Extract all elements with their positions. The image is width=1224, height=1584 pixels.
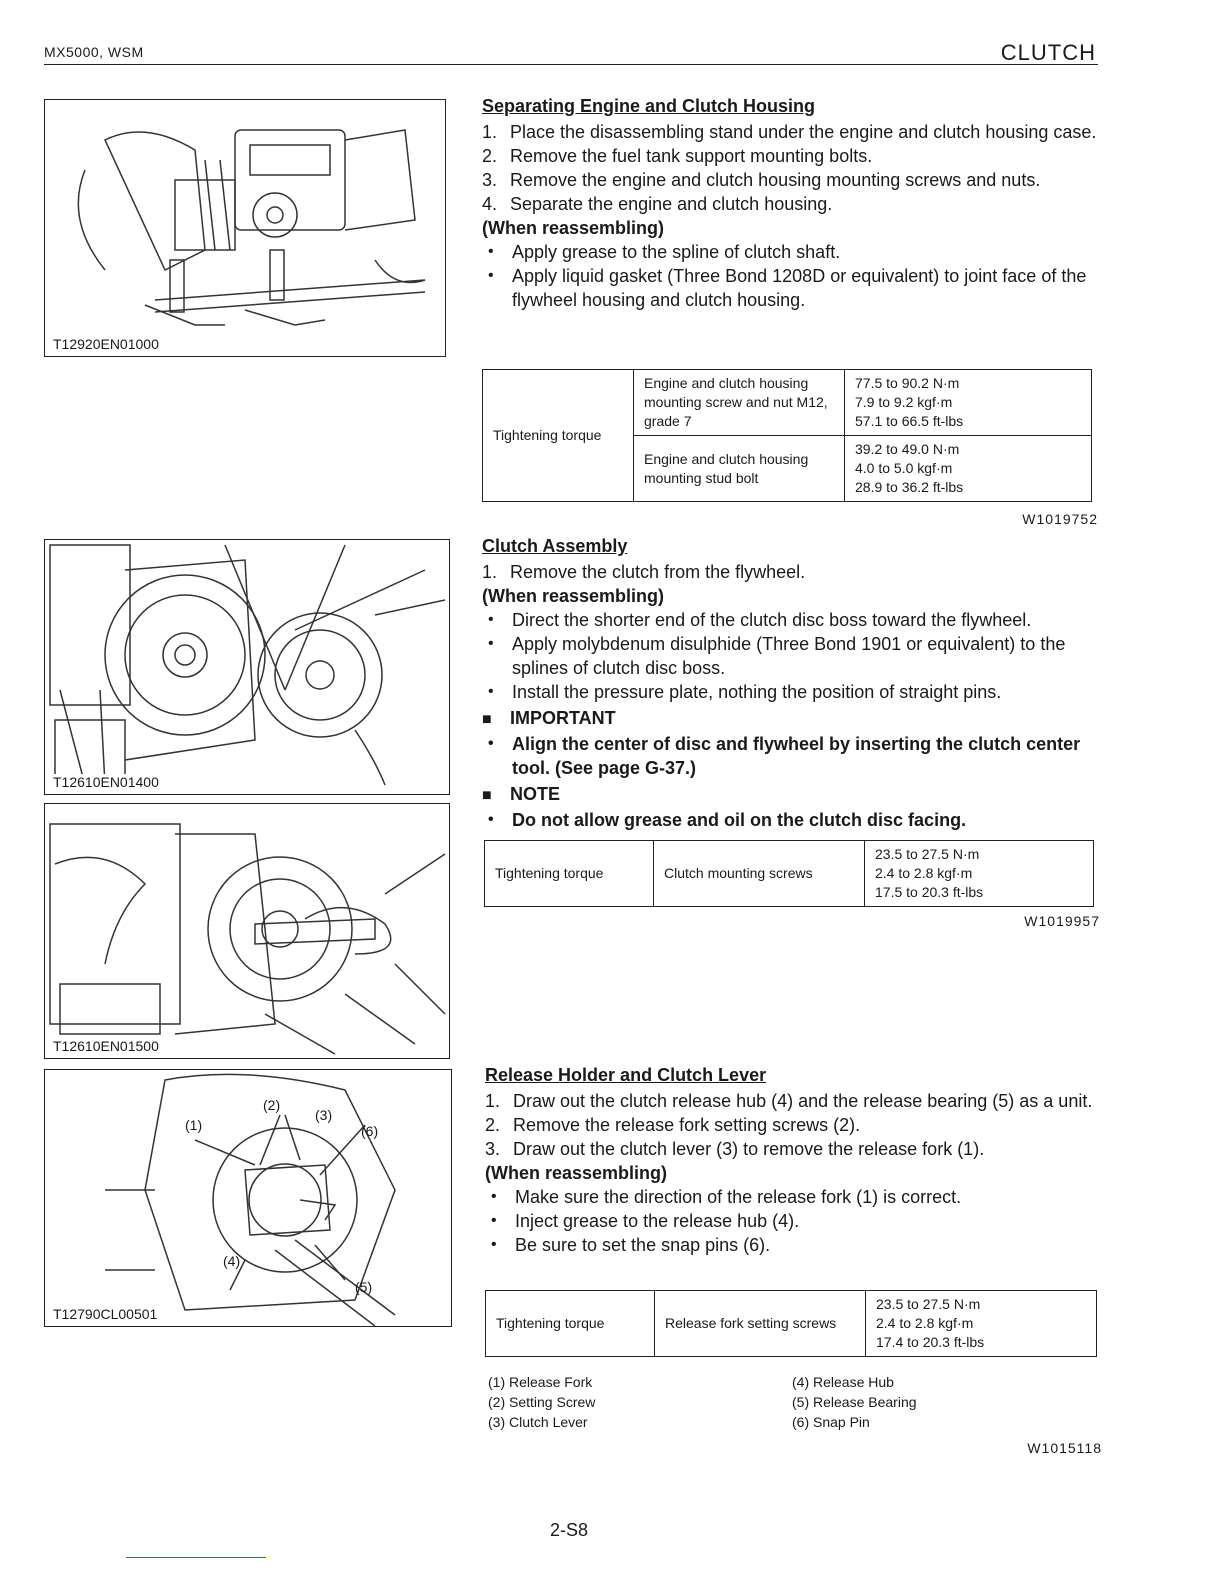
figure-engine-separation xyxy=(44,99,446,357)
section-heading: Separating Engine and Clutch Housing xyxy=(482,96,816,116)
reference-code: W1019957 xyxy=(1024,913,1100,929)
step-item: 3. Remove the engine and clutch housing mounting screws and nuts. xyxy=(482,170,1041,190)
bullet-item: • Apply grease to the spline of clutch shaft. xyxy=(482,240,1098,264)
torque-value: 23.5 to 27.5 N·m 2.4 to 2.8 kgf·m 17.4 to 20.3 ft-lbs xyxy=(866,1291,1097,1357)
bullet-item: • Make sure the direction of the release fork (1) is correct. xyxy=(485,1185,1101,1209)
section-separating-engine xyxy=(482,94,1098,312)
bullet-item: • Be sure to set the snap pins (6). xyxy=(485,1233,1101,1257)
figure-caption: T12790CL00501 xyxy=(53,1306,158,1322)
step-item: 1. Place the disassembling stand under the engine and clutch housing case. xyxy=(482,122,1097,142)
figure-release-fork xyxy=(44,1069,452,1327)
torque-value: 77.5 to 90.2 N·m 7.9 to 9.2 kgf·m 57.1 to 66.5 ft-lbs xyxy=(845,370,1092,436)
step-item: 3. Draw out the clutch lever (3) to remove the release fork (1). xyxy=(485,1139,985,1159)
callout-label: (4) xyxy=(223,1253,241,1269)
section-release-holder xyxy=(485,1063,1101,1257)
torque-item: Engine and clutch housing mounting stud bolt xyxy=(634,436,845,502)
legend-item: (6) Snap Pin xyxy=(792,1414,870,1430)
torque-table xyxy=(485,1290,1097,1357)
callout-label: (2) xyxy=(263,1097,281,1113)
step-item: 2. Remove the fuel tank support mounting bolts. xyxy=(482,146,873,166)
figure-clutch-center-tool xyxy=(44,803,450,1059)
reference-code: W1015118 xyxy=(1027,1440,1102,1456)
torque-label: Tightening torque xyxy=(483,370,634,502)
bullet-item: • Inject grease to the release hub (4). xyxy=(485,1209,1101,1233)
callout-label: (5) xyxy=(355,1279,373,1295)
figure-caption: T12610EN01500 xyxy=(53,1038,159,1054)
torque-value: 23.5 to 27.5 N·m 2.4 to 2.8 kgf·m 17.5 to 20.3 ft-lbs xyxy=(865,841,1094,907)
engine-separation-illustration xyxy=(45,100,445,356)
bullet-item: • Apply liquid gasket (Three Bond 1208D or equivalent) to joint face of the flywheel housing and clutch housing. xyxy=(482,264,1098,312)
step-item: 2. Remove the release fork setting screws (2). xyxy=(485,1115,861,1135)
legend-item: (5) Release Bearing xyxy=(792,1394,917,1410)
bullet-item: • Direct the shorter end of the clutch disc boss toward the flywheel. xyxy=(482,608,1098,632)
step-item: 1. Draw out the clutch release hub (4) and the release bearing (5) as a unit. xyxy=(485,1091,1093,1111)
section-heading: Release Holder and Clutch Lever xyxy=(485,1065,767,1085)
torque-table xyxy=(484,840,1094,907)
important-heading: ■ IMPORTANT xyxy=(482,706,1098,732)
torque-label: Tightening torque xyxy=(486,1291,655,1357)
note-item: • Do not allow grease and oil on the clutch disc facing. xyxy=(482,808,1098,832)
figure-caption: T12920EN01000 xyxy=(53,336,159,352)
page-number: 2-S8 xyxy=(550,1520,589,1540)
manual-title: MX5000, WSM xyxy=(44,44,144,60)
legend-item: (2) Setting Screw xyxy=(488,1394,596,1410)
reassembling-heading: (When reassembling) xyxy=(482,218,665,238)
note-heading: ■ NOTE xyxy=(482,782,1098,808)
reassembling-heading: (When reassembling) xyxy=(485,1163,668,1183)
section-title: CLUTCH xyxy=(1000,40,1096,65)
torque-item: Clutch mounting screws xyxy=(654,841,865,907)
callout-label: (1) xyxy=(185,1117,203,1133)
important-item: • Align the center of disc and flywheel by inserting the clutch center tool. (See page G-37.) xyxy=(482,732,1098,780)
footer-rule xyxy=(126,1557,266,1558)
header-divider xyxy=(44,64,1098,65)
figure-caption: T12610EN01400 xyxy=(53,774,159,790)
torque-item: Release fork setting screws xyxy=(655,1291,866,1357)
release-fork-illustration xyxy=(45,1070,451,1326)
legend-item: (1) Release Fork xyxy=(488,1374,593,1390)
torque-value: 39.2 to 49.0 N·m 4.0 to 5.0 kgf·m 28.9 to 36.2 ft-lbs xyxy=(845,436,1092,502)
section-clutch-assembly xyxy=(482,534,1098,832)
legend-item: (4) Release Hub xyxy=(792,1374,894,1390)
bullet-item: • Install the pressure plate, nothing the position of straight pins. xyxy=(482,680,1098,704)
reassembling-heading: (When reassembling) xyxy=(482,586,665,606)
torque-label: Tightening torque xyxy=(485,841,654,907)
figure-flywheel-clutch-disc xyxy=(44,539,450,795)
step-item: 4. Separate the engine and clutch housing. xyxy=(482,194,833,214)
flywheel-clutch-disc-illustration xyxy=(45,540,449,794)
step-item: 1. Remove the clutch from the flywheel. xyxy=(482,562,806,582)
bullet-item: • Apply molybdenum disulphide (Three Bond 1901 or equivalent) to the splines of clutch disc boss. xyxy=(482,632,1098,680)
torque-table xyxy=(482,369,1092,502)
clutch-center-tool-illustration xyxy=(45,804,449,1058)
torque-item: Engine and clutch housing mounting screw and nut M12, grade 7 xyxy=(634,370,845,436)
section-heading: Clutch Assembly xyxy=(482,536,628,556)
reference-code: W1019752 xyxy=(1022,511,1098,527)
callout-label: (6) xyxy=(361,1123,379,1139)
legend-item: (3) Clutch Lever xyxy=(488,1414,588,1430)
callout-label: (3) xyxy=(315,1107,333,1123)
